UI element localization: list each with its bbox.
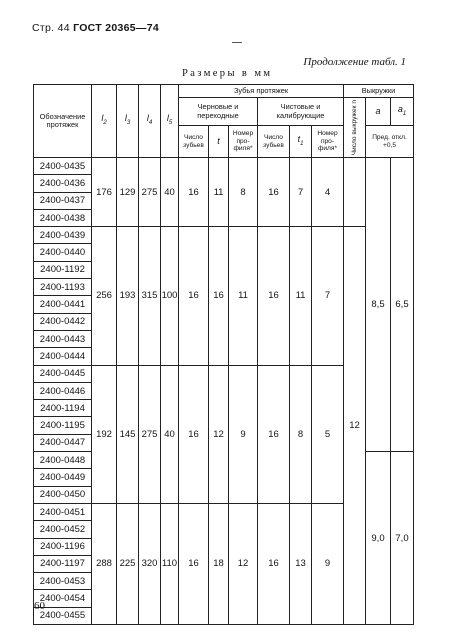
header-recess-group: Выкружки <box>344 85 414 98</box>
table-row <box>34 227 414 244</box>
header-teeth-group: Зубья протяжек <box>179 85 344 98</box>
header-l3: $l_3$ <box>117 85 139 158</box>
table-header <box>34 85 414 158</box>
designation-cell: 2400-0455 <box>34 607 92 624</box>
l4-cell: 315 <box>139 227 161 365</box>
l5-cell: 40 <box>161 365 179 503</box>
finish-teeth-count-cell: 16 <box>258 158 290 227</box>
header-rough-group: Черновые и переходные <box>179 98 258 126</box>
header-l4: $l_4$ <box>139 85 161 158</box>
header-recess-count: Число выкружек n <box>344 98 366 158</box>
finish-profile-cell: 4 <box>312 158 344 227</box>
finish-t1-cell: 13 <box>290 503 312 624</box>
table-title: Размеры в мм <box>182 68 273 79</box>
l3-cell: 145 <box>117 365 139 503</box>
recess-a-cell: 8,5 <box>366 158 391 452</box>
l3-cell: 193 <box>117 227 139 365</box>
rough-profile-cell: 12 <box>229 503 258 624</box>
header-a: a <box>366 98 391 126</box>
recess-count-cell: 12 <box>344 227 366 625</box>
page-number: 60 <box>34 600 45 612</box>
finish-teeth-count-cell: 16 <box>258 503 290 624</box>
l5-cell: 40 <box>161 158 179 227</box>
l3-cell: 129 <box>117 158 139 227</box>
designation-cell: 2400-1193 <box>34 279 92 296</box>
designation-cell: 2400-1196 <box>34 538 92 555</box>
designation-cell: 2400-0443 <box>34 330 92 347</box>
page-header-number: 20365—74 <box>105 22 159 34</box>
rough-teeth-count-cell: 16 <box>179 158 209 227</box>
designation-cell: 2400-0446 <box>34 382 92 399</box>
rough-t-cell: 18 <box>209 503 229 624</box>
top-rule <box>232 42 242 43</box>
designation-cell: 2400-0440 <box>34 244 92 261</box>
rough-t-cell: 16 <box>209 227 229 365</box>
recess-a1-cell: 6,5 <box>391 158 414 452</box>
table-body <box>34 158 414 625</box>
finish-profile-cell: 5 <box>312 365 344 503</box>
header-finish-teeth-count: Число зубьев <box>258 126 290 158</box>
l3-cell: 225 <box>117 503 139 624</box>
header-finish-group: Чистовые и калибрующие <box>258 98 344 126</box>
rough-profile-cell: 9 <box>229 365 258 503</box>
rough-teeth-count-cell: 16 <box>179 503 209 624</box>
designation-cell: 2400-0454 <box>34 590 92 607</box>
l2-cell: 192 <box>92 365 117 503</box>
designation-cell: 2400-0452 <box>34 521 92 538</box>
designation-cell: 2400-0436 <box>34 175 92 192</box>
designation-cell: 2400-0439 <box>34 227 92 244</box>
header-finish-profile: Номер про- филя* <box>312 126 344 158</box>
designation-cell: 2400-0435 <box>34 158 92 175</box>
l2-cell: 176 <box>92 158 117 227</box>
designation-cell: 2400-1194 <box>34 400 92 417</box>
designation-cell: 2400-0450 <box>34 486 92 503</box>
recess-a1-cell: 7,0 <box>391 452 414 625</box>
designation-cell: 2400-0437 <box>34 192 92 209</box>
continuation-note: Продолжение табл. 1 <box>303 56 406 68</box>
finish-profile-cell: 9 <box>312 503 344 624</box>
header-rough-profile: Номер про- филя* <box>229 126 258 158</box>
table-row <box>34 158 414 175</box>
designation-cell: 2400-0447 <box>34 434 92 451</box>
spec-table <box>33 84 414 625</box>
l5-cell: 110 <box>161 503 179 624</box>
designation-cell: 2400-0451 <box>34 503 92 520</box>
designation-cell: 2400-0445 <box>34 365 92 382</box>
rough-profile-cell: 11 <box>229 227 258 365</box>
finish-teeth-count-cell: 16 <box>258 365 290 503</box>
page-header-standard: ГОСТ <box>73 22 102 34</box>
rough-t-cell: 11 <box>209 158 229 227</box>
header-finish-t1: $t_1$ <box>290 126 312 158</box>
designation-cell: 2400-0449 <box>34 469 92 486</box>
finish-t1-cell: 11 <box>290 227 312 365</box>
header-rough-teeth-count: Число зубьев <box>179 126 209 158</box>
header-tolerance: Пред. откл. +0,5 <box>366 126 414 158</box>
l2-cell: 288 <box>92 503 117 624</box>
l4-cell: 275 <box>139 365 161 503</box>
header-l2: $l_2$ <box>92 85 117 158</box>
rough-t-cell: 12 <box>209 365 229 503</box>
designation-cell: 2400-0438 <box>34 209 92 226</box>
designation-cell: 2400-0442 <box>34 313 92 330</box>
recess-a-cell: 9,0 <box>366 452 391 625</box>
header-a1: $a_1$ <box>391 98 414 126</box>
finish-t1-cell: 8 <box>290 365 312 503</box>
l2-cell: 256 <box>92 227 117 365</box>
designation-cell: 2400-1195 <box>34 417 92 434</box>
designation-cell: 2400-1192 <box>34 261 92 278</box>
designation-cell: 2400-0453 <box>34 573 92 590</box>
designation-cell: 2400-1197 <box>34 555 92 572</box>
finish-t1-cell: 7 <box>290 158 312 227</box>
designation-cell: 2400-0444 <box>34 348 92 365</box>
rough-teeth-count-cell: 16 <box>179 365 209 503</box>
designation-cell: 2400-0448 <box>34 452 92 469</box>
rough-profile-cell: 8 <box>229 158 258 227</box>
page-header-prefix: Стр. 44 <box>32 22 70 34</box>
l4-cell: 320 <box>139 503 161 624</box>
recess-count-empty-cell <box>344 158 366 227</box>
finish-profile-cell: 7 <box>312 227 344 365</box>
header-l5: $l_5$ <box>161 85 179 158</box>
l4-cell: 275 <box>139 158 161 227</box>
header-rough-t: t <box>209 126 229 158</box>
page-header <box>32 22 159 34</box>
finish-teeth-count-cell: 16 <box>258 227 290 365</box>
l5-cell: 100 <box>161 227 179 365</box>
header-designation: Обозначение протяжек <box>34 85 92 158</box>
designation-cell: 2400-0441 <box>34 296 92 313</box>
rough-teeth-count-cell: 16 <box>179 227 209 365</box>
